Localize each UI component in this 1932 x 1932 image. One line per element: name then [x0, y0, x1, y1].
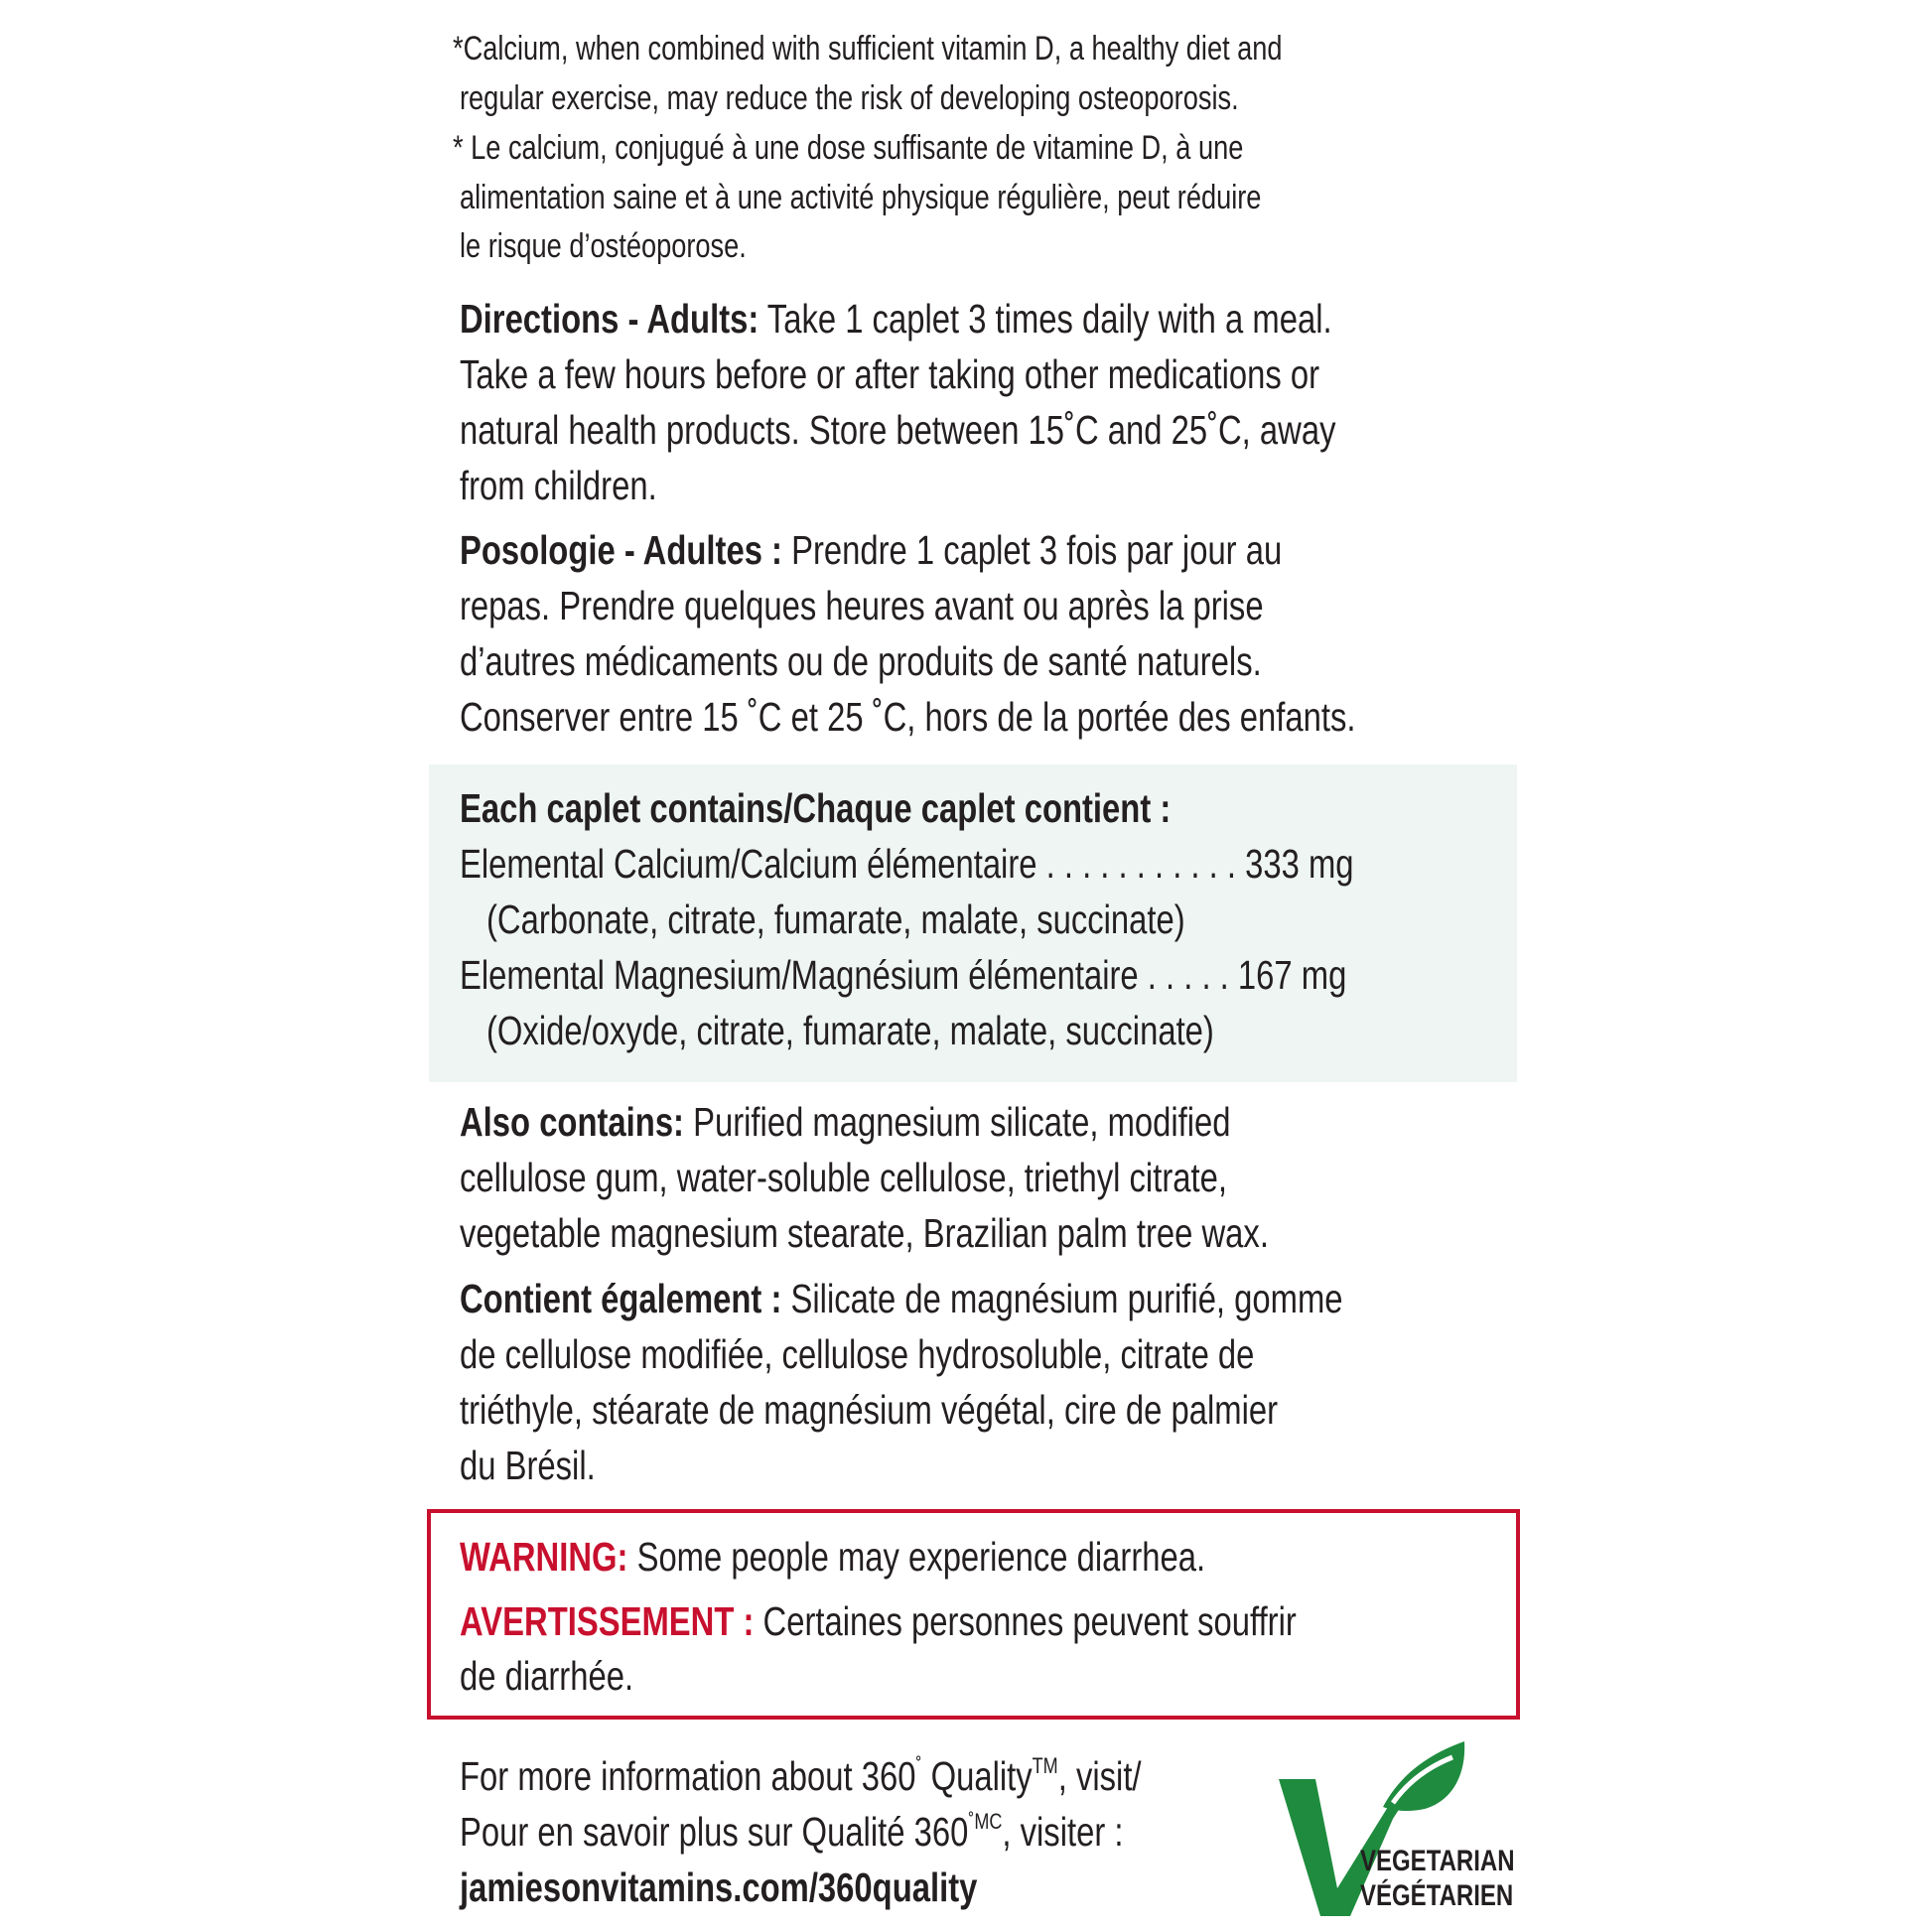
warning-fr-text: de diarrhée.	[460, 1653, 634, 1699]
also-contains-fr-label: Contient également :	[460, 1276, 782, 1321]
ingredient-amount: 167 mg	[1237, 952, 1347, 998]
also-contains-en-label: Also contains:	[460, 1099, 684, 1145]
claim-en-line: *Calcium, when combined with sufficient vitamin D, a healthy diet and	[453, 30, 1283, 68]
also-contains-fr-text: triéthyle, stéarate de magnésium végétal, cire de palmier	[460, 1387, 1279, 1433]
directions-fr-text: d’autres médicaments ou de produits de santé naturels.	[460, 638, 1262, 684]
footer-fr-text: Pour en savoir plus sur Qualité 360	[460, 1809, 969, 1855]
directions-en-text: Take 1 caplet 3 times daily with a meal.	[759, 296, 1332, 342]
vegetarian-label-fr: VÉGÉTARIEN	[1360, 1879, 1514, 1912]
ingredient-sources: (Oxide/oxyde, citrate, fumarate, malate, succinate)	[486, 1008, 1214, 1053]
also-contains-fr-text: du Brésil.	[460, 1443, 596, 1488]
ingredient-name: Elemental Magnesium/Magnésium élémentaire	[460, 952, 1139, 998]
claim-fr-line: alimentation saine et à une activité physique régulière, peut réduire	[460, 179, 1262, 216]
claim-fr-line: le risque d’ostéoporose.	[460, 227, 747, 265]
directions-fr-text: Conserver entre 15 ˚C et 25 ˚C, hors de la portée des enfants.	[460, 694, 1356, 740]
directions-en-text: Take a few hours before or after taking other medications or	[460, 351, 1320, 397]
vegetarian-label-en: VEGETARIAN	[1360, 1845, 1515, 1877]
ingredient-name: Elemental Calcium/Calcium élémentaire	[460, 841, 1037, 887]
warning-en-label: WARNING:	[460, 1534, 628, 1580]
warning-en-text: Some people may experience diarrhea.	[627, 1534, 1206, 1580]
ingredients-heading: Each caplet contains/Chaque caplet contient :	[460, 785, 1172, 831]
directions-en-label: Directions - Adults:	[460, 296, 759, 342]
also-contains-en-text: vegetable magnesium stearate, Brazilian palm tree wax.	[460, 1210, 1269, 1256]
footer-en-text: , visit/	[1057, 1753, 1142, 1799]
leader-dots: . . . . .	[1138, 952, 1238, 998]
footer-en-text: Quality	[921, 1753, 1033, 1799]
also-contains-en-text: cellulose gum, water-soluble cellulose, triethyl citrate,	[460, 1155, 1227, 1200]
trademark-mark: TM	[1032, 1753, 1058, 1779]
degree-mark: ˚	[915, 1753, 922, 1779]
directions-fr-text: repas. Prendre quelques heures avant ou après la prise	[460, 583, 1264, 628]
directions-fr-label: Posologie - Adultes :	[460, 527, 782, 573]
warning-fr-text: Certaines personnes peuvent souffrir	[754, 1598, 1297, 1644]
ingredient-sources: (Carbonate, citrate, fumarate, malate, succinate)	[486, 897, 1185, 942]
claim-fr-line: * Le calcium, conjugué à une dose suffisante de vitamine D, à une	[453, 129, 1244, 167]
warning-fr-label: AVERTISSEMENT :	[460, 1598, 755, 1644]
ingredient-amount: 333 mg	[1245, 841, 1354, 887]
footer-fr-text: , visiter :	[1002, 1809, 1124, 1855]
also-contains-fr-text: Silicate de magnésium purifié, gomme	[781, 1276, 1343, 1321]
footer-en-text: For more information about 360	[460, 1753, 916, 1799]
also-contains-fr-text: de cellulose modifiée, cellulose hydrosoluble, citrate de	[460, 1331, 1255, 1377]
claim-en-line: regular exercise, may reduce the risk of developing osteoporosis.	[460, 79, 1239, 117]
directions-en-text: natural health products. Store between 15˚C and 25˚C, away	[460, 407, 1336, 453]
directions-en-text: from children.	[460, 463, 657, 508]
leader-dots: . . . . . . . . . . .	[1036, 841, 1246, 887]
website-link[interactable]: jamiesonvitamins.com/360quality	[460, 1864, 978, 1910]
mc-mark: ˚MC	[968, 1809, 1003, 1835]
directions-fr-text: Prendre 1 caplet 3 fois par jour au	[781, 527, 1283, 573]
also-contains-en-text: Purified magnesium silicate, modified	[683, 1099, 1231, 1145]
